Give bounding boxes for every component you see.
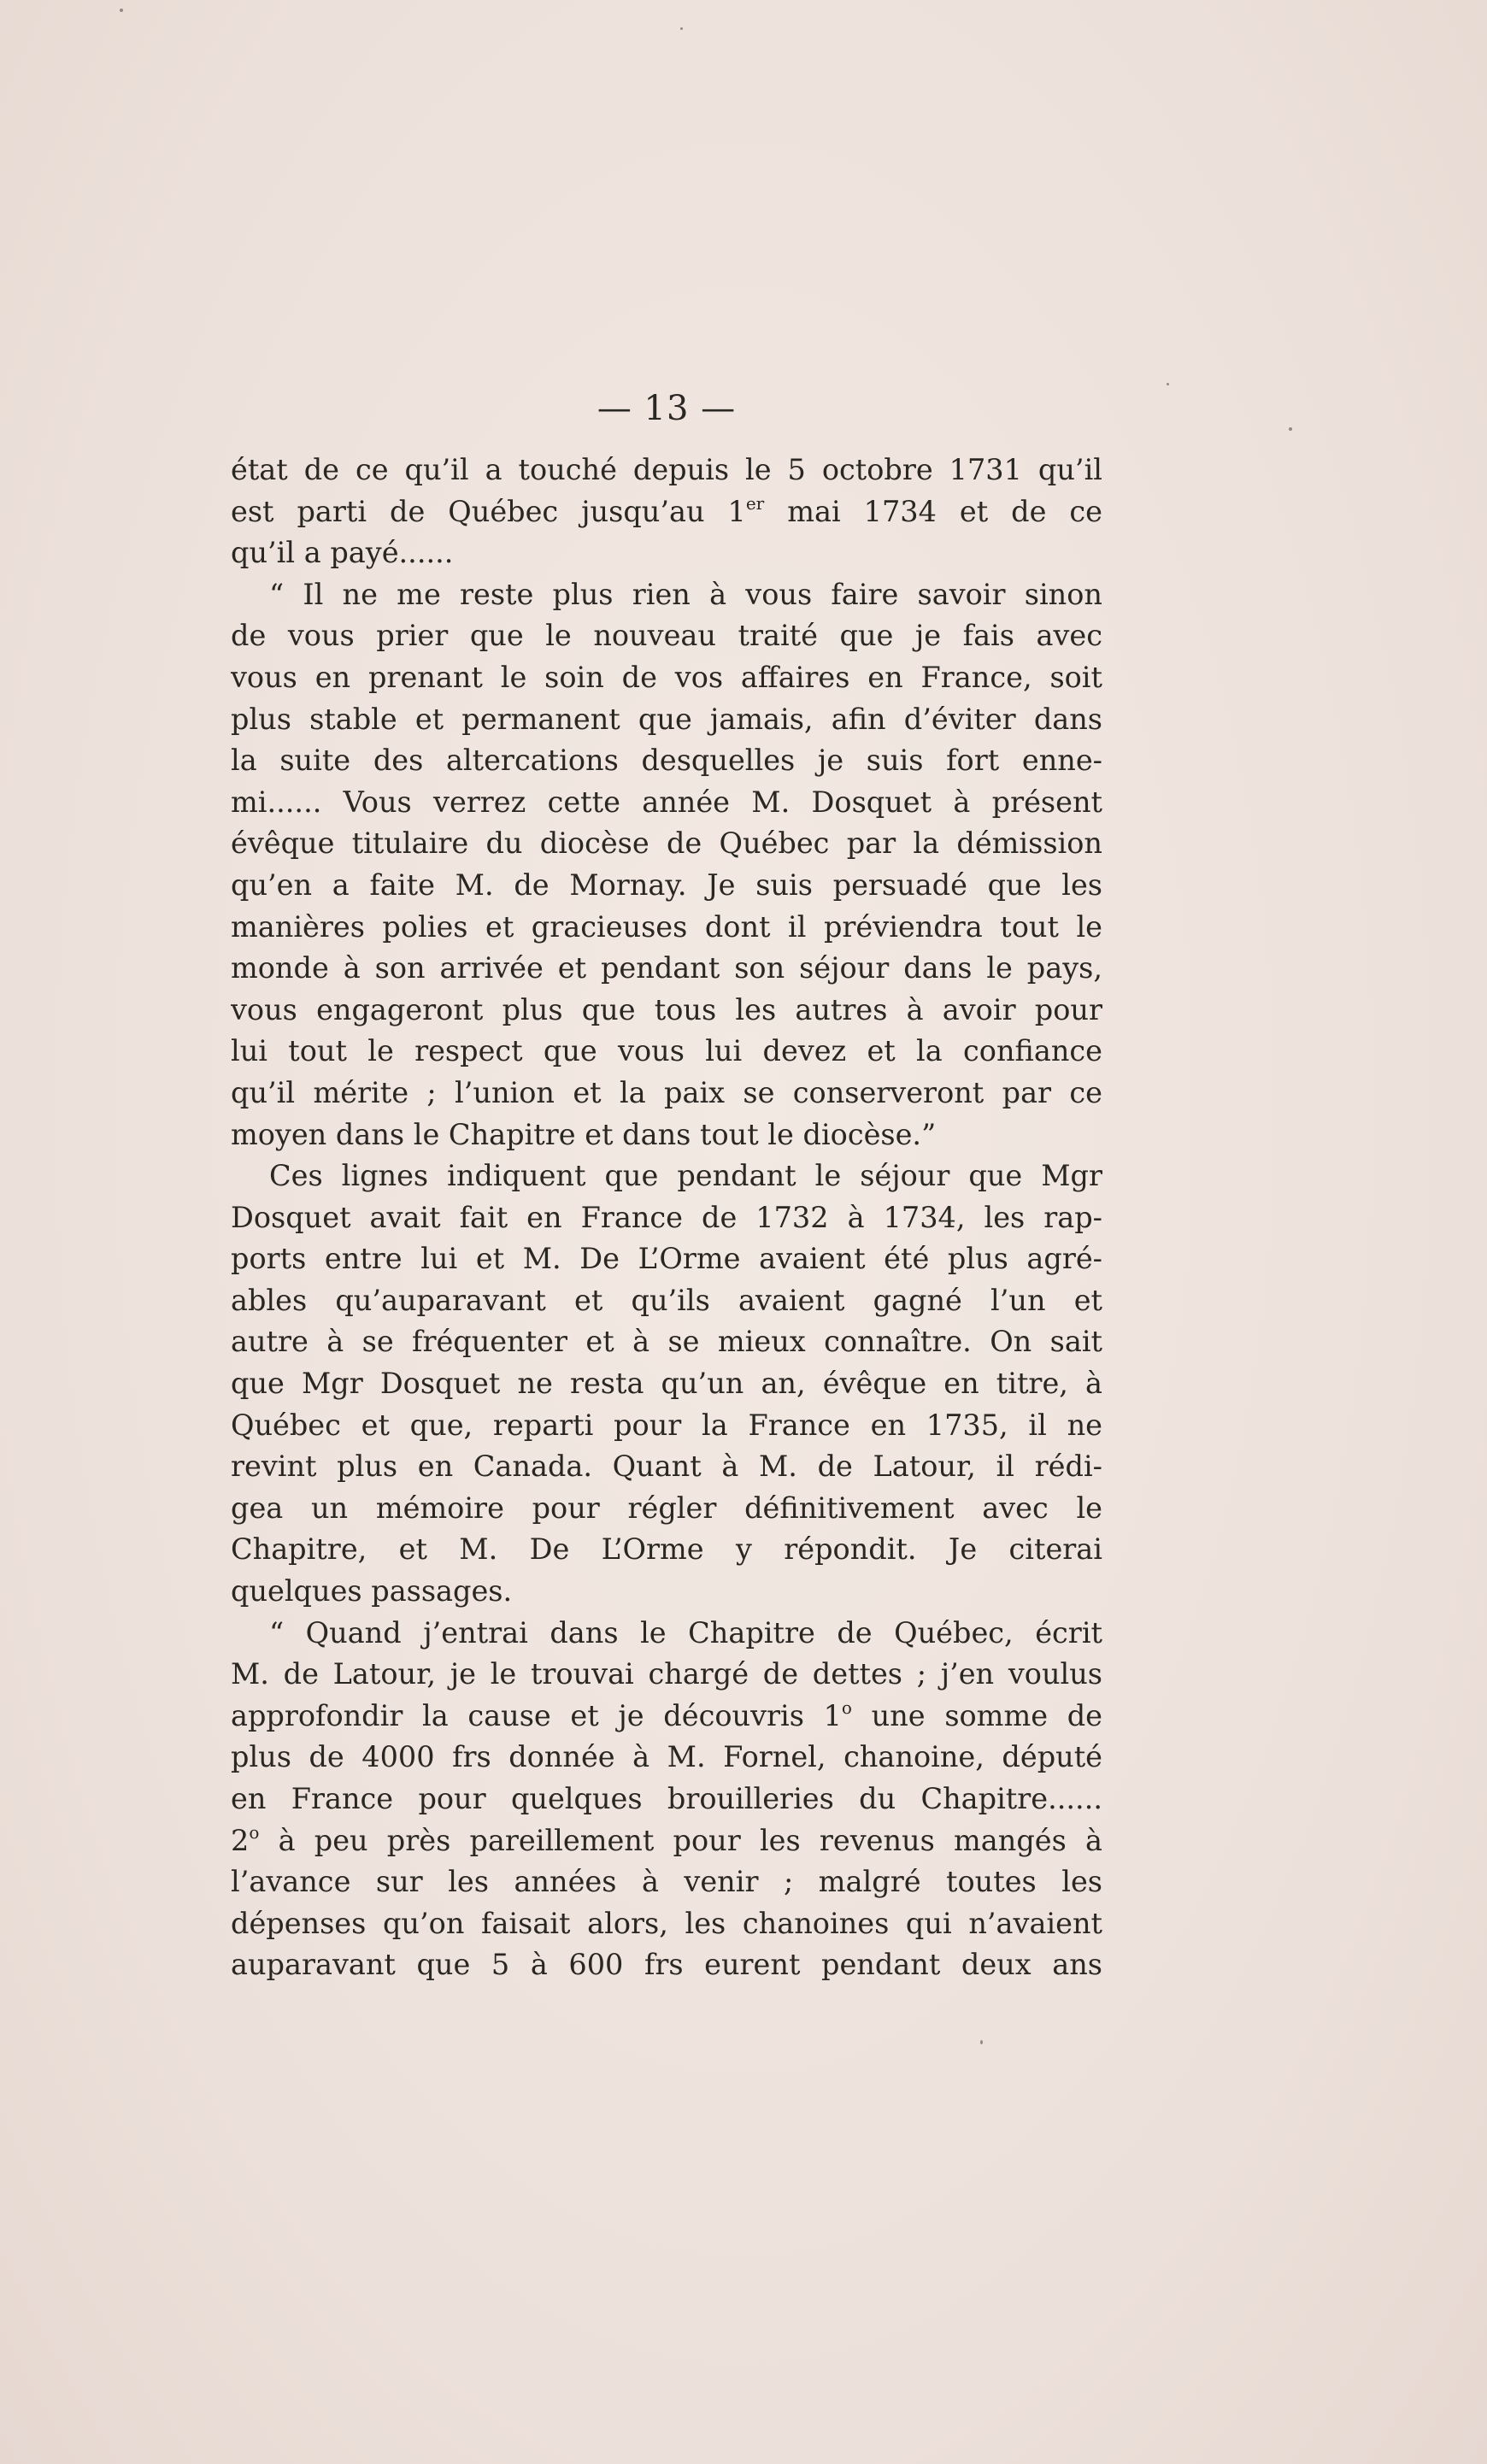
text-line: [231, 782, 1102, 824]
text-line: [231, 740, 1102, 782]
text-line: [231, 1031, 1102, 1073]
text-line-content: gea un mémoire pour régler définitivement avec le: [231, 1491, 1102, 1525]
text-line-content: qu’en a faite M. de Mornay. Je suis persuadé que les: [231, 867, 1102, 902]
text-line-content: “ Quand j’entrai dans le Chapitre de Québec, écrit: [269, 1615, 1102, 1650]
text-line-content: Ces lignes indiquent que pendant le séjour que Mgr: [269, 1159, 1102, 1193]
text-line-content: dépenses qu’on faisait alors, les chanoines qui n’avaient: [231, 1906, 1102, 1940]
page-number: — 13 —: [597, 389, 737, 428]
text-line: [231, 1861, 1102, 1903]
text-line: [231, 1779, 1102, 1820]
text-line-content: autre à se fréquenter et à se mieux connaître. On sait: [231, 1325, 1102, 1359]
paper-speck: [1289, 427, 1292, 431]
text-line: [231, 1654, 1102, 1696]
text-line: [231, 1488, 1102, 1530]
text-line-content: manières polies et gracieuses dont il préviendra tout le: [231, 909, 1102, 944]
text-line-content: qu’il a payé......: [231, 536, 454, 570]
text-line-content: est parti de Québec jusqu’au 1: [231, 494, 746, 528]
text-line-content: vous engageront plus que tous les autres à avoir pour: [231, 992, 1102, 1026]
text-line-continuation: mai 1734 et de ce: [764, 494, 1102, 528]
text-line: [231, 865, 1102, 907]
body-text: [231, 450, 1102, 1986]
text-line: [231, 574, 1102, 616]
text-line-content: mi...... Vous verrez cette année M. Dosquet à présent: [231, 785, 1102, 819]
text-line: [231, 699, 1102, 741]
text-line-content: Chapitre, et M. De L’Orme y répondit. Je citerai: [231, 1532, 1102, 1567]
text-line: [231, 1446, 1102, 1488]
text-line: [231, 907, 1102, 949]
text-line-content: l’avance sur les années à venir ; malgré toutes les: [231, 1865, 1102, 1899]
text-line-content: évêque titulaire du diocèse de Québec par la démission: [231, 826, 1102, 861]
text-line: [231, 532, 1102, 574]
text-line-content: monde à son arrivée et pendant son séjour dans le pays,: [231, 951, 1102, 985]
superscript: o: [841, 1697, 852, 1718]
text-line-content: “ Il ne me reste plus rien à vous faire savoir sinon: [269, 577, 1102, 611]
text-line: [231, 1613, 1102, 1655]
text-line-content: moyen dans le Chapitre et dans tout le diocèse.”: [231, 1117, 937, 1151]
text-line: [231, 1321, 1102, 1363]
text-line: [231, 1696, 1102, 1738]
text-line: [231, 948, 1102, 990]
text-line-content: lui tout le respect que vous lui devez et la confiance: [231, 1034, 1102, 1068]
text-line: [231, 450, 1102, 491]
text-line: [231, 1529, 1102, 1571]
text-line: [231, 1197, 1102, 1239]
text-line: [231, 1571, 1102, 1613]
superscript: o: [249, 1821, 260, 1843]
text-line-content: Dosquet avait fait en France de 1732 à 1734, les rap-: [231, 1200, 1102, 1234]
text-line-content: vous en prenant le soin de vos affaires en France, soit: [231, 660, 1102, 694]
text-line-content: en France pour quelques brouilleries du Chapitre......: [231, 1782, 1102, 1815]
text-line-content: la suite des altercations desquelles je suis fort enne-: [231, 744, 1102, 778]
text-line: [231, 1073, 1102, 1114]
paper-speck: [680, 27, 683, 30]
text-line: [231, 990, 1102, 1032]
text-line-content: ports entre lui et M. De L’Orme avaient été plus agré-: [231, 1242, 1102, 1276]
text-line-content: approfondir la cause et je découvris 1: [231, 1698, 842, 1732]
text-line: [231, 823, 1102, 865]
text-line-content: auparavant que 5 à 600 frs eurent pendant deux ans: [231, 1948, 1102, 1982]
text-line-content: quelques passages.: [231, 1574, 513, 1608]
text-line-continuation: à peu près pareillement pour les revenus mangés à: [259, 1823, 1102, 1857]
text-line: [231, 1156, 1102, 1197]
text-line-content: état de ce qu’il a touché depuis le 5 octobre 1731 qu’il: [231, 453, 1102, 486]
text-line-content: plus stable et permanent que jamais, afin d’éviter dans: [231, 702, 1102, 736]
text-line: [231, 1737, 1102, 1779]
text-line-content: 2: [231, 1823, 250, 1857]
text-line-continuation: une somme de: [851, 1698, 1102, 1732]
text-line: [231, 1363, 1102, 1405]
text-line-content: qu’il mérite ; l’union et la paix se conserveront par ce: [231, 1075, 1102, 1109]
paper-speck: [1167, 383, 1169, 385]
text-line: [231, 1944, 1102, 1986]
text-line: [231, 1238, 1102, 1280]
paper-speck: [120, 9, 123, 12]
text-line-content: ables qu’auparavant et qu’ils avaient gagné l’un et: [231, 1283, 1102, 1317]
text-line: [231, 491, 1102, 533]
text-line-content: revint plus en Canada. Quant à M. de Latour, il rédi-: [231, 1450, 1102, 1484]
text-line: [231, 1405, 1102, 1447]
text-line: [231, 1280, 1102, 1322]
text-line: [231, 1903, 1102, 1945]
text-line: [231, 615, 1102, 657]
superscript: er: [745, 492, 765, 514]
text-line-content: plus de 4000 frs donnée à M. Fornel, chanoine, député: [231, 1740, 1102, 1774]
text-line-content: que Mgr Dosquet ne resta qu’un an, évêque en titre, à: [231, 1367, 1102, 1401]
text-line-content: de vous prier que le nouveau traité que je fais avec: [231, 619, 1102, 653]
text-line-content: Québec et que, reparti pour la France en 1735, il ne: [231, 1408, 1102, 1442]
paper-speck: [980, 2040, 983, 2044]
text-line-content: M. de Latour, je le trouvai chargé de dettes ; j’en voulus: [231, 1657, 1102, 1691]
text-line: [231, 1114, 1102, 1156]
text-line: [231, 657, 1102, 699]
text-line: [231, 1820, 1102, 1862]
